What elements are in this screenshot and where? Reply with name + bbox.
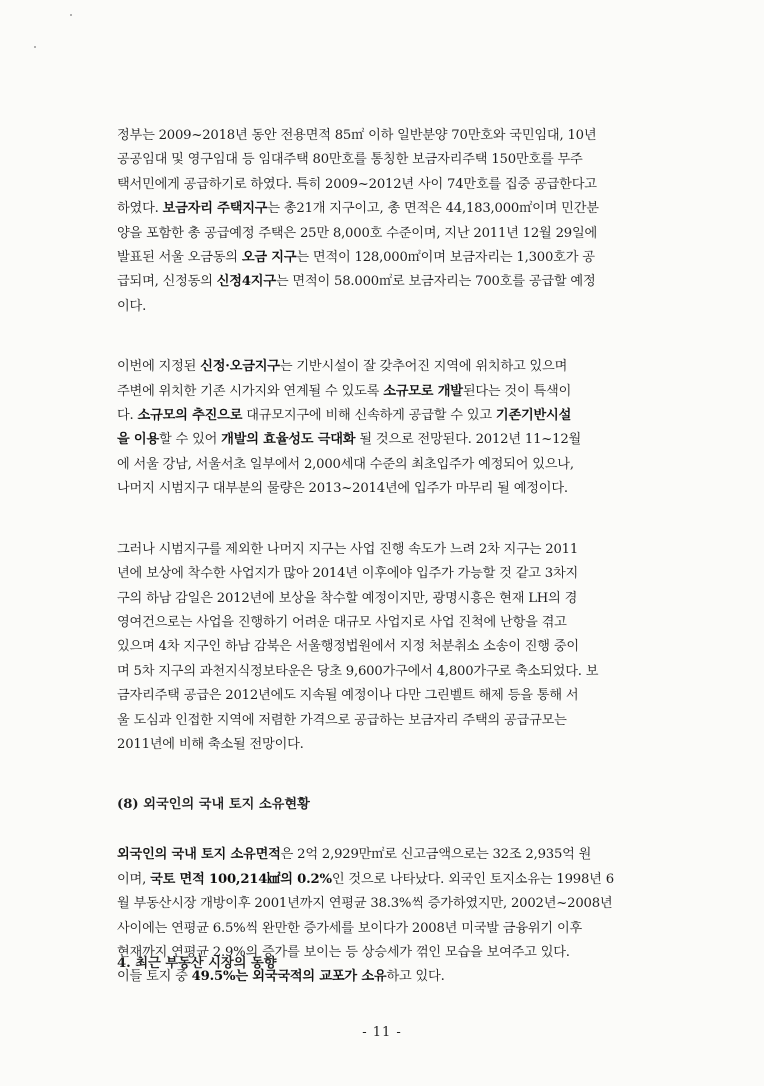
text-line <box>117 562 662 586</box>
heading-foreign-land: (8) 외국인의 국내 토지 소유현황 <box>117 797 310 813</box>
text-line <box>117 709 662 733</box>
bold-text: 소규모의 추진으로 <box>137 408 243 424</box>
text-run: 정부는 2009~2018년 동안 전용면적 85㎡ 이하 일반분양 70만호와 국민임대, 10년 <box>117 128 597 143</box>
text-line <box>117 660 662 684</box>
bold-text: 외국인의 국내 토지 소유면적 <box>117 847 281 863</box>
text-line <box>117 404 662 428</box>
text-run: 그러나 시범지구를 제외한 나머지 지구는 사업 진행 속도가 느려 2차 지구는 2011 <box>117 541 579 557</box>
bold-text: 신정·오금지구 <box>200 359 280 375</box>
paragraph-other-districts <box>117 538 662 758</box>
text-line <box>117 843 662 867</box>
text-run: 사이에는 연평균 6.5%씩 완만한 증가세를 보이다가 2008년 미국발 금융위기 이후 <box>117 920 583 936</box>
text-run: 인 것으로 나타났다. 외국인 토지소유는 1998년 6 <box>331 871 614 887</box>
text-line <box>117 587 662 611</box>
text-line <box>117 917 662 941</box>
text-run: 하였다. <box>117 201 163 217</box>
text-run: 은 2억 2,929만㎡로 신고금액으로는 32조 2,935억 원 <box>280 847 592 863</box>
text-line <box>117 635 662 659</box>
scan-speck <box>34 46 36 48</box>
text-line <box>117 246 662 270</box>
text-run: 이며, <box>117 871 151 887</box>
text-line <box>117 868 662 892</box>
text-run: 구의 하남 감일은 2012년에 보상을 착수할 예정이지만, 광명시흥은 현재 LH의 경 <box>117 590 578 606</box>
text-run: 대규모지구에 비해 신속하게 공급할 수 있고 <box>242 408 496 424</box>
paragraph-bogeumjari-plan <box>117 124 662 319</box>
text-run: 년에 보상에 착수한 사업지가 많아 2014년 이후에야 입주가 가능할 것 같고 3차지 <box>117 566 579 582</box>
bold-text: 국토 면적 100,214㎢의 0.2% <box>150 871 332 887</box>
text-line <box>117 733 662 757</box>
text-line <box>117 355 662 379</box>
bold-text: 개발의 효율성도 극대화 <box>221 432 356 448</box>
text-run: 이번에 지정된 <box>117 359 201 375</box>
text-run: 2011년에 비해 축소될 전망이다. <box>117 736 304 752</box>
text-run: 울 도심과 인접한 지역에 저렴한 가격으로 공급하는 보금자리 주택의 공급규모는 <box>117 712 567 728</box>
text-run: 양을 포함한 총 공급예정 주택은 25만 8,000호 수준이며, 지난 2011년 12월 29일에 <box>117 225 598 241</box>
text-run: 금자리주택 공급은 2012년에도 지속될 예정이나 다만 그린벨트 해제 등을 통해 서 <box>117 688 579 704</box>
text-line <box>117 270 662 294</box>
text-line <box>117 380 662 404</box>
paragraph-sinjeong-ogeum <box>117 355 662 501</box>
bold-text: 오금 지구 <box>241 250 297 266</box>
text-run: 있으며 4차 지구인 하남 감북은 서울행정법원에서 지정 처분취소 소송이 진행 중이 <box>117 639 579 655</box>
text-line <box>117 295 662 319</box>
text-line <box>117 684 662 708</box>
bold-text: 을 이용 <box>117 432 160 448</box>
text-line <box>117 148 662 172</box>
text-run: 는 면적이 128,000㎡이며 보금자리는 1,300호가 공 <box>296 250 595 266</box>
text-run: 는 면적이 58.000㎡로 보금자리는 700호를 공급할 예정 <box>275 274 596 290</box>
bold-text: 소규모로 개발 <box>383 383 463 399</box>
bold-text: 기존기반시설 <box>495 408 572 424</box>
document-body <box>117 124 662 1026</box>
text-run: 에 서울 강남, 서울서초 일부에서 2,000세대 수준의 최초입주가 예정되어 있으나, <box>117 456 574 472</box>
text-run: 이들 토지 중 <box>117 969 192 985</box>
bold-text: 49.5%는 외국국적의 교포가 소유 <box>191 969 387 985</box>
text-line <box>117 453 662 477</box>
text-line <box>117 477 662 501</box>
text-run: 다. <box>117 408 138 424</box>
text-run: 는 기반시설이 잘 갖추어진 지역에 위치하고 있으며 <box>279 359 568 375</box>
text-run: 현재까지 연평균 2.9%의 증가를 보이는 등 상승세가 꺾인 모습을 보여주고 있다. <box>117 944 570 960</box>
text-line <box>117 124 662 148</box>
text-run: 영여건으로는 사업을 진행하기 어려운 대규모 사업지로 사업 진척에 난항을 겪고 <box>117 614 567 630</box>
text-run: 며 5차 지구의 과천지식정보타운은 당초 9,600가구에서 4,800가구로 축소되었다. 보 <box>117 663 599 679</box>
text-line <box>117 538 662 562</box>
text-run: 공공임대 및 영구임대 등 임대주택 80만호를 통칭한 보금자리주택 150만호를 무주 <box>117 152 583 168</box>
text-line <box>117 222 662 246</box>
text-run: 는 총21개 지구이고, 총 면적은 44,183,000㎡이며 민간분 <box>267 201 599 217</box>
scan-speck <box>70 14 72 16</box>
text-run: 주변에 위치한 기존 시가지와 연계될 수 있도록 <box>117 383 384 399</box>
text-line <box>117 611 662 635</box>
text-line <box>117 428 662 452</box>
bold-text: 신정4지구 <box>216 274 276 290</box>
text-run: 택서민에게 공급하기로 하였다. 특히 2009~2012년 사이 74만호를 집중 공급한다고 <box>117 176 597 192</box>
text-run: 나머지 시범지구 대부분의 물량은 2013~2014년에 입주가 마무리 될 예정이다. <box>117 481 568 497</box>
section-heading-market-trends: 4. 최근 부동산 시장의 동향 <box>117 956 277 971</box>
text-run: 될 것으로 전망된다. 2012년 11~12월 <box>355 432 582 448</box>
text-line <box>117 892 662 916</box>
text-line <box>117 173 662 197</box>
text-run: 급되며, 신정동의 <box>117 274 217 290</box>
text-run: 할 수 있어 <box>159 432 222 448</box>
page-number: - 11 - <box>362 1025 402 1040</box>
text-run: 월 부동산시장 개방이후 2001년까지 연평균 38.3%씩 증가하였지만, 2002년~2008년 <box>117 896 613 912</box>
text-line <box>117 197 662 221</box>
text-run: 발표된 서울 오금동의 <box>117 250 242 266</box>
bold-text: 보금자리 주택지구 <box>162 201 268 217</box>
text-run: 이다. <box>117 298 147 314</box>
text-run: 하고 있다. <box>386 969 445 985</box>
text-run: 된다는 것이 특색이 <box>462 383 572 399</box>
